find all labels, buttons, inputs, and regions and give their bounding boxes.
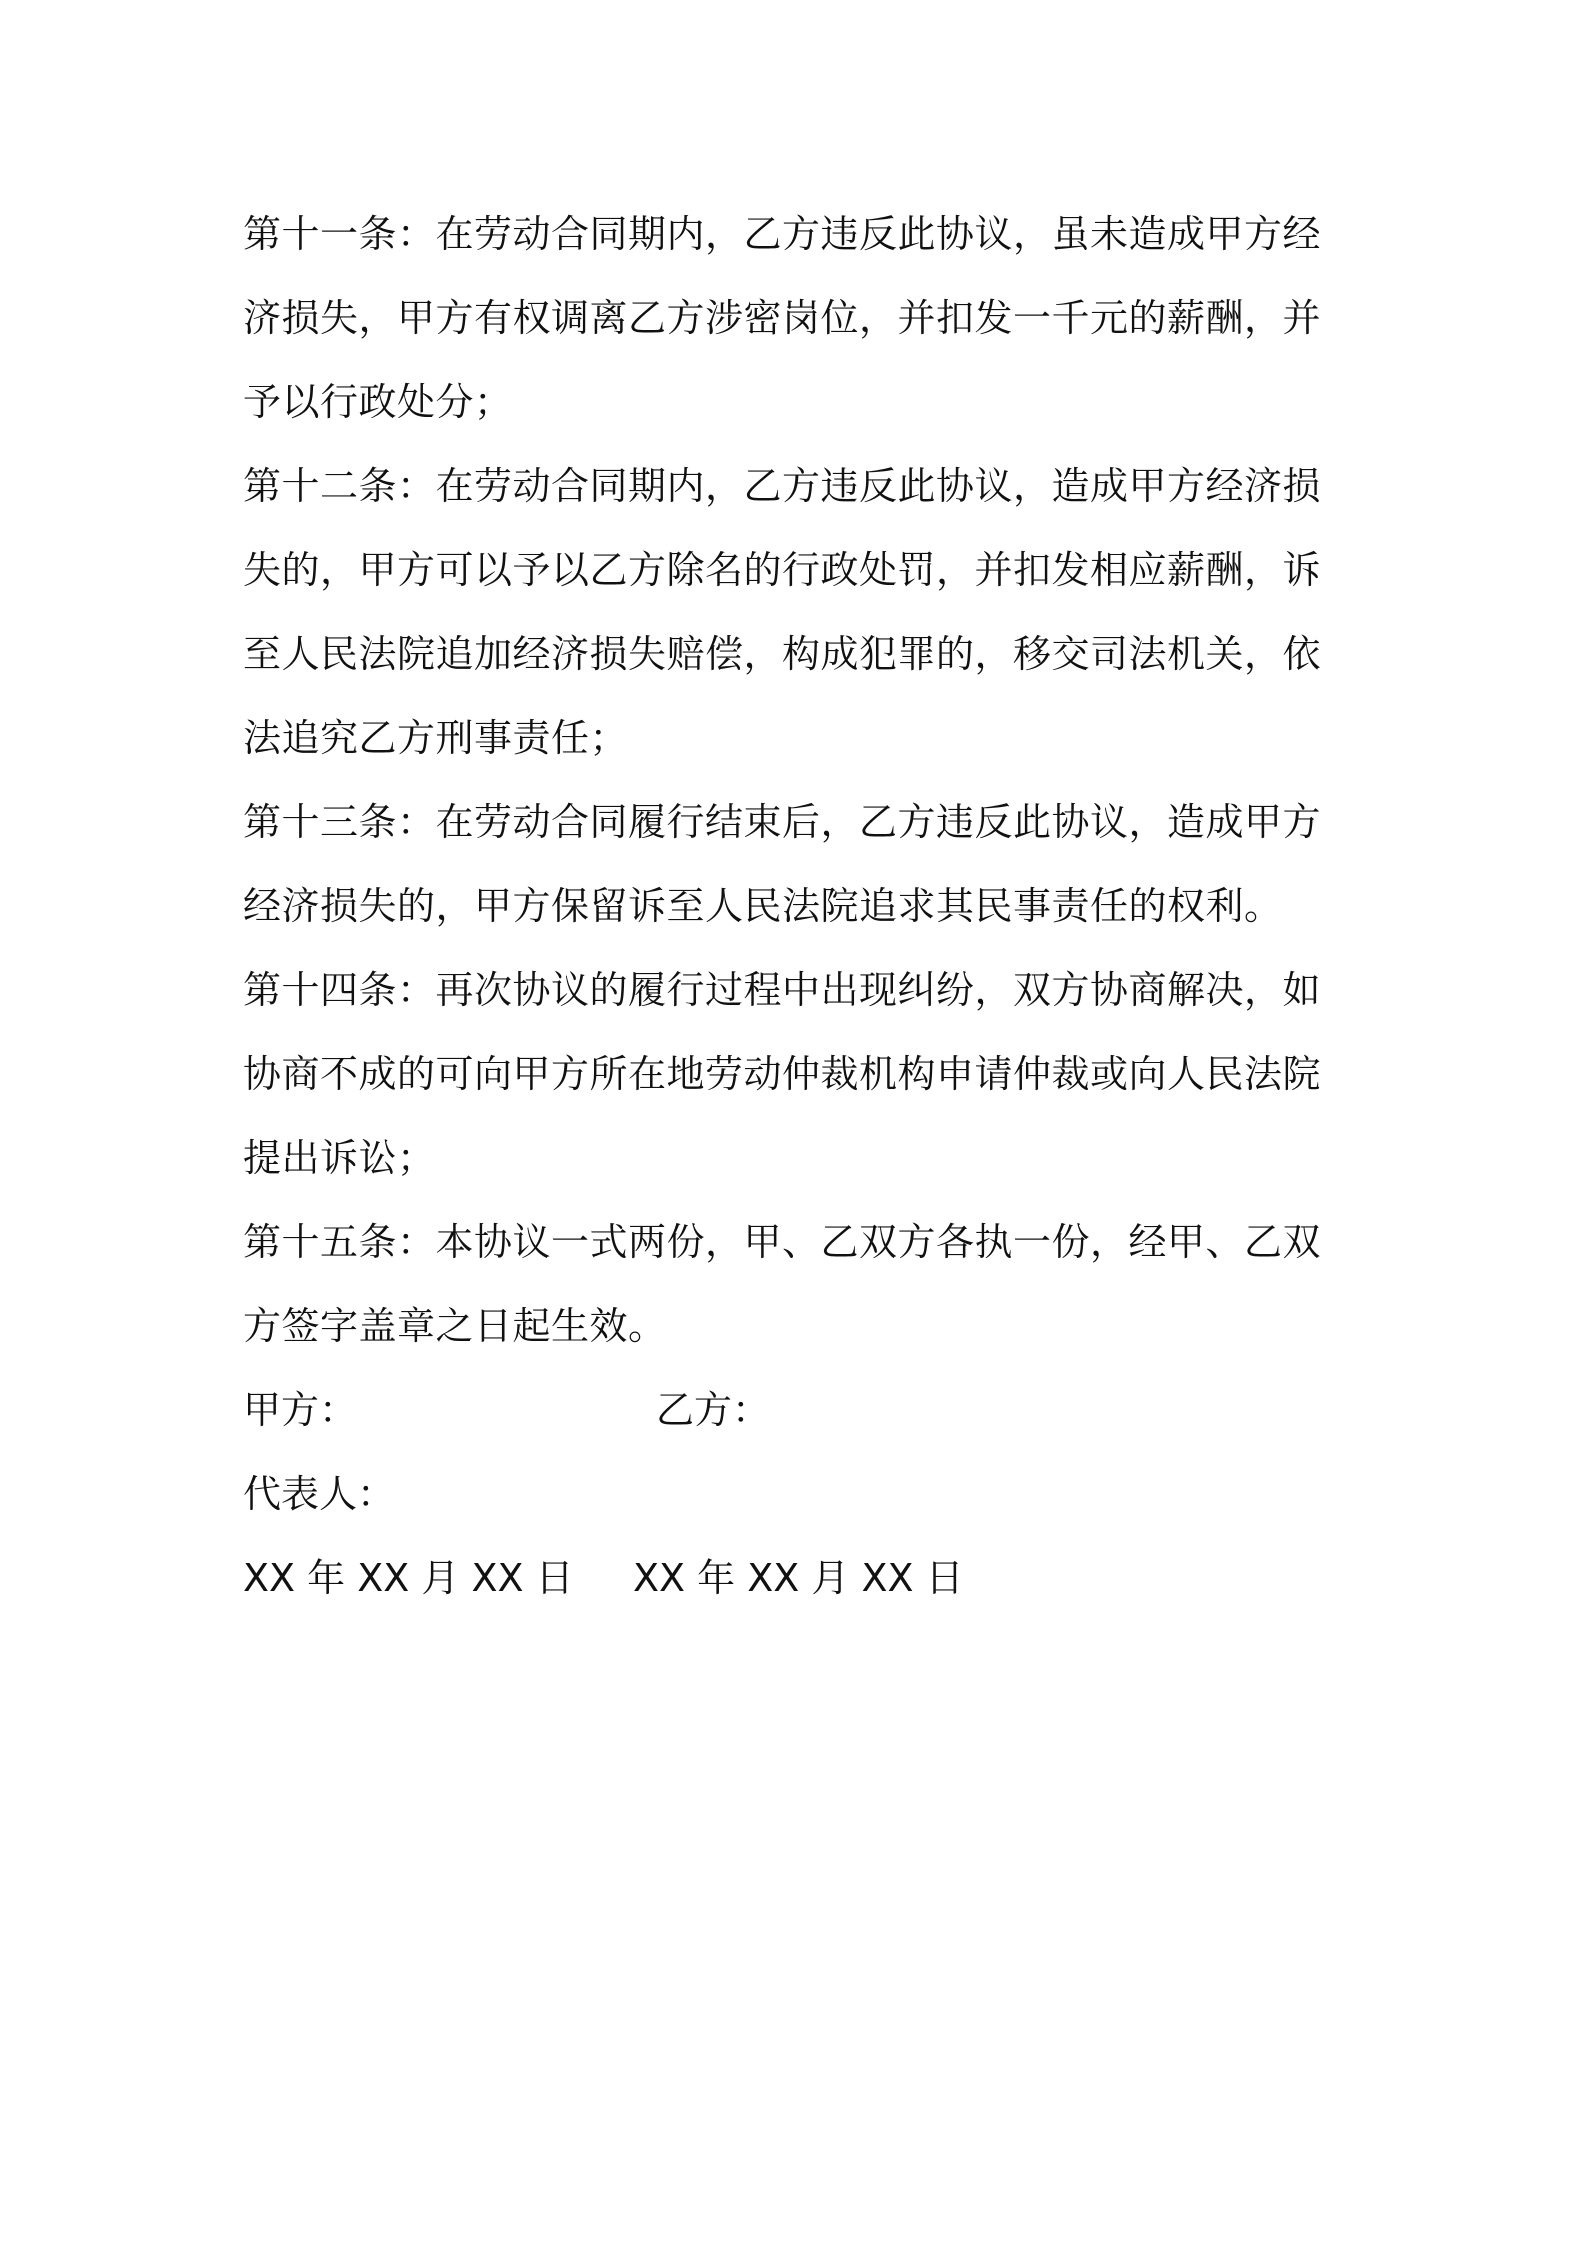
clause-12: 第十二条：在劳动合同期内，乙方违反此协议，造成甲方经济损失的，甲方可以予以乙方除名的行政处罚，并扣发相应薪酬，诉至人民法院追加经济损失赔偿，构成犯罪的，移交司法机关，依法追究乙方刑事责任； <box>243 464 1322 760</box>
party-labels-row <box>243 1368 1358 1452</box>
representative-label: 代表人： <box>243 1472 396 1516</box>
representative-row <box>243 1452 1358 1536</box>
clause-11: 第十一条：在劳动合同期内，乙方违反此协议，虽未造成甲方经济损失，甲方有权调离乙方涉密岗位，并扣发一千元的薪酬，并予以行政处分； <box>243 212 1322 424</box>
clause-13: 第十三条：在劳动合同履行结束后，乙方违反此协议，造成甲方经济损失的，甲方保留诉至人民法院追求其民事责任的权利。 <box>243 800 1322 928</box>
date-party-a: XX 年 XX 月 XX 日 <box>243 1556 574 1600</box>
clause-14: 第十四条：再次协议的履行过程中出现纠纷，双方协商解决，如协商不成的可向甲方所在地劳动仲裁机构申请仲裁或向人民法院提出诉讼； <box>243 968 1322 1180</box>
date-party-b: XX 年 XX 月 XX 日 <box>633 1556 964 1600</box>
document-body <box>243 192 1358 1620</box>
clause-15: 第十五条：本协议一式两份，甲、乙双方各执一份，经甲、乙双方签字盖章之日起生效。 <box>243 1220 1322 1348</box>
date-row <box>243 1536 1358 1620</box>
party-a-label: 甲方： <box>243 1388 358 1432</box>
party-b-label: 乙方： <box>656 1388 771 1432</box>
